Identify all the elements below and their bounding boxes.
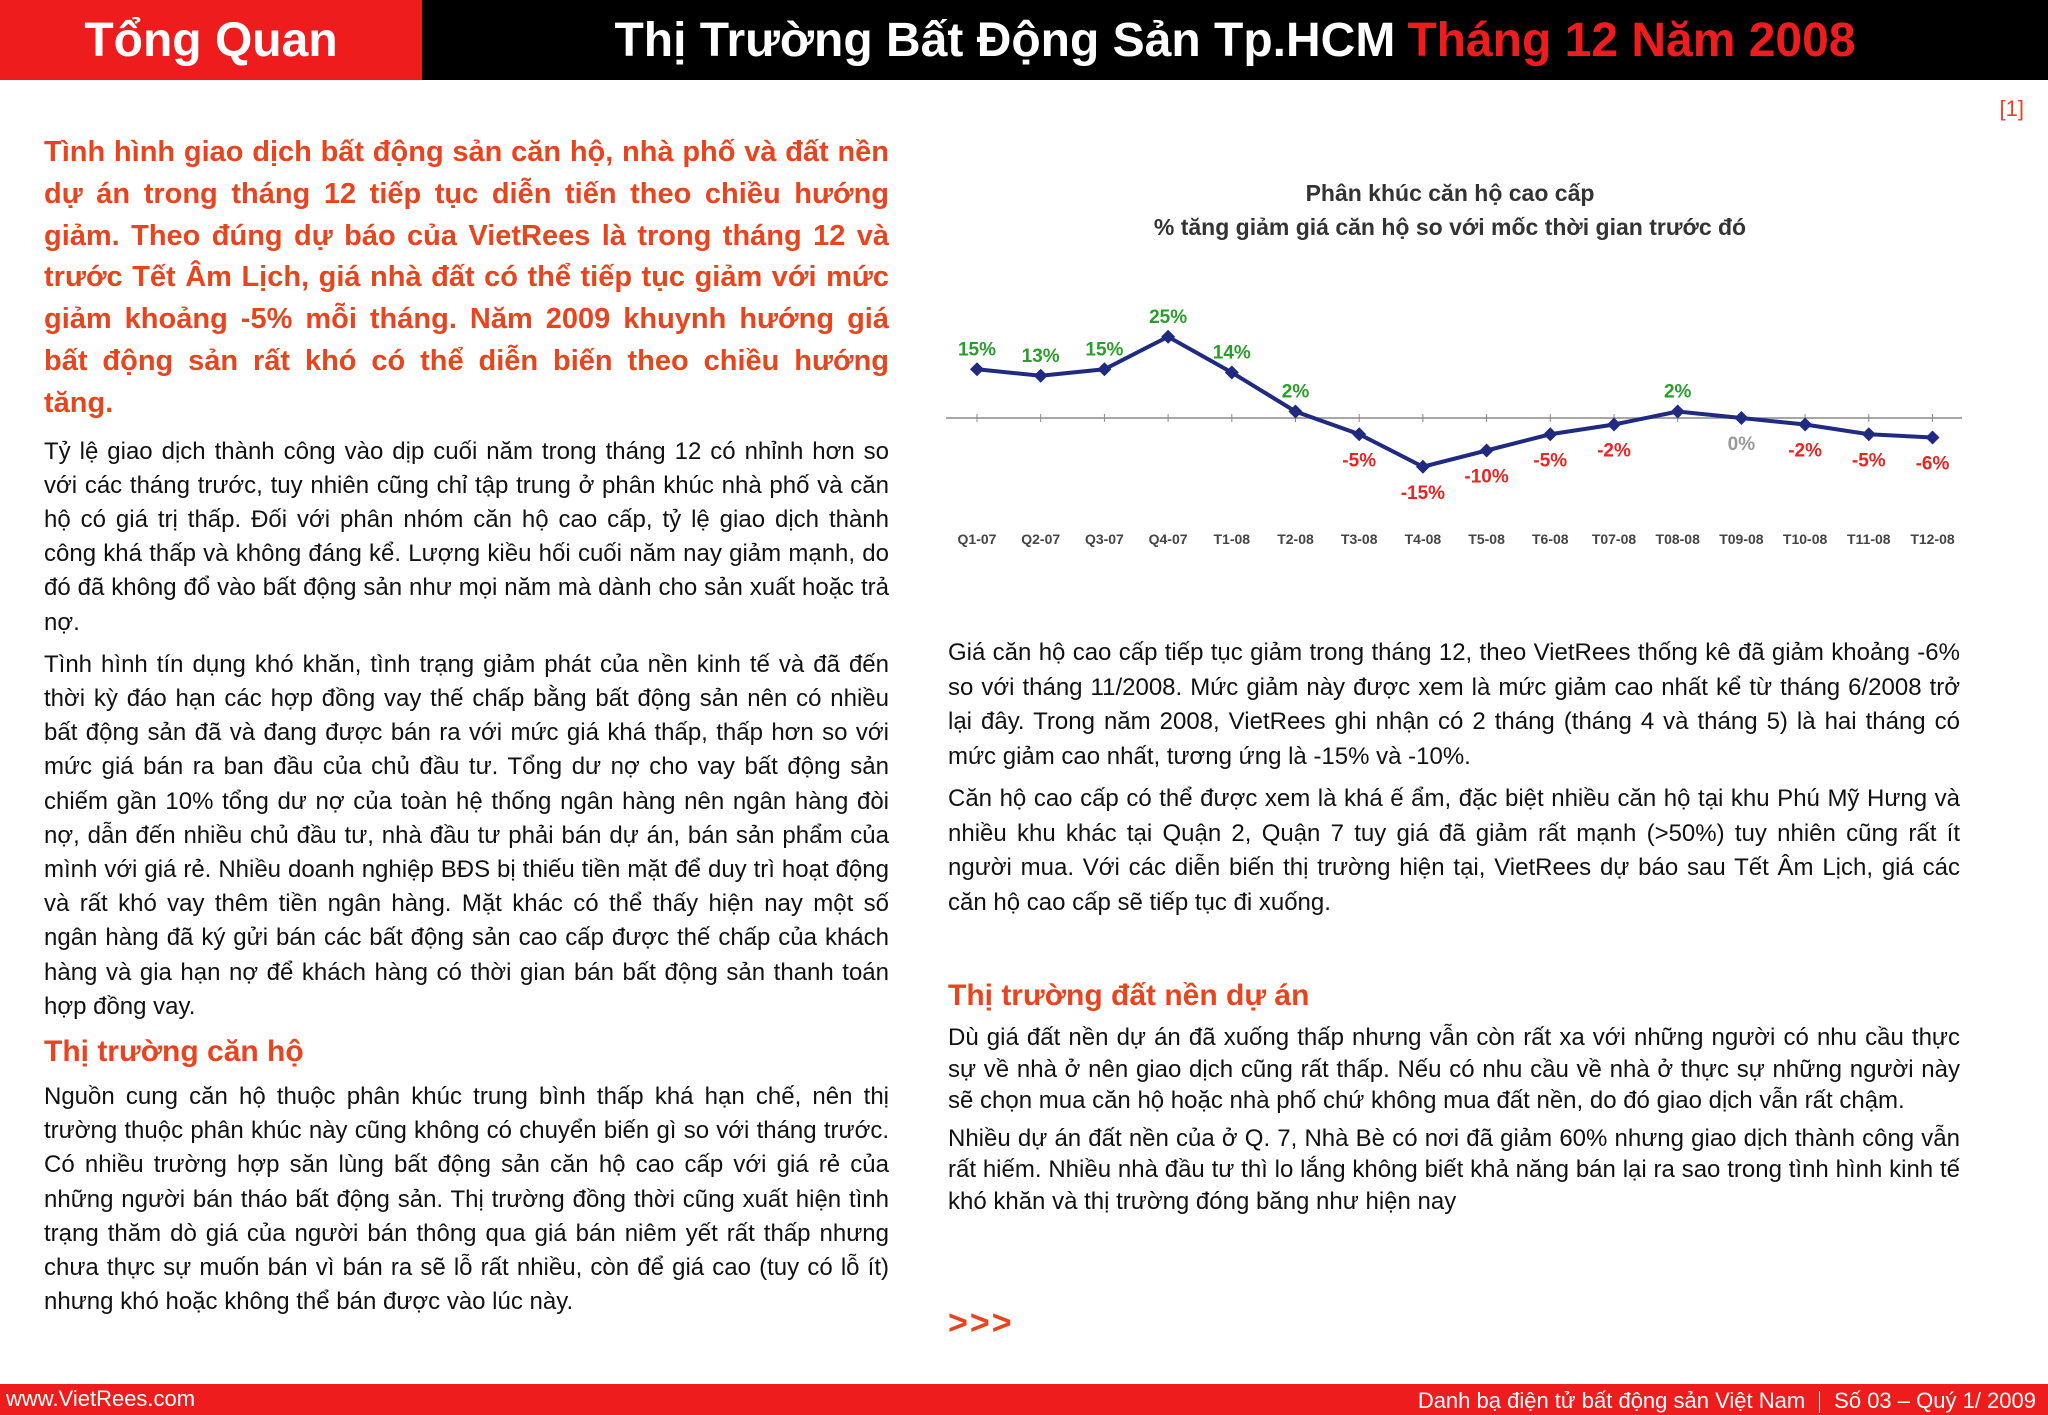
chart-data-label: 2% (1281, 381, 1310, 403)
footer-bar (0, 1384, 2048, 1415)
chart-data-point (1926, 431, 1940, 445)
footer-issue: Số 03 – Quý 1/ 2009 (1834, 1388, 2036, 1413)
chart-data-point (1607, 418, 1621, 432)
chart-title: Phân khúc căn hộ cao cấp (1305, 180, 1595, 206)
chart-tick-label: Q2-07 (1021, 531, 1061, 547)
paragraph-december-decline: Giá căn hộ cao cấp tiếp tục giảm trong tháng 12, theo VietRees thống kê đã giảm khoảng -6% so với tháng 11/2008. Mức giảm này được xem là mức giảm cao nhất kể từ tháng 6/2008 trở lại đây. Trong năm 2008, VietRees ghi nhận có 2 tháng (tháng 4 và tháng 5) là hai tháng có mức giảm cao nhất, tương ứng là -15% và -10%. (948, 639, 1960, 770)
chart-tick-label: T3-08 (1340, 531, 1378, 547)
chart-data-point (1097, 362, 1111, 376)
chart-data-point (1734, 411, 1748, 425)
paragraph-land-demand: Dù giá đất nền dự án đã xuống thấp nhưng vẫn còn rất xa với những người có nhu cầu thực sự về nhà ở nên giao dịch cũng rất thấp. Nếu có nhu cầu về nhà ở thực sự những người này sẽ chọn mua căn hộ hoặc nhà phố chứ không mua đất nền, do đó giao dịch vẫn rất chậm. (948, 1024, 1960, 1114)
footer-website-link[interactable]: www.VietRees.com (6, 1386, 196, 1411)
chart-data-label: -5% (1342, 450, 1377, 472)
continue-arrow-link[interactable]: >>> (948, 1304, 1014, 1342)
chart-tick-label: T6-08 (1532, 531, 1569, 547)
chart-tick-label: T09-08 (1719, 531, 1764, 547)
chart-data-label: -5% (1851, 450, 1886, 472)
chart-data-label: 13% (1021, 345, 1060, 367)
chart-tick-label: Q4-07 (1148, 531, 1188, 547)
chart-subtitle: % tăng giảm giá căn hộ so với mốc thời gian trước đó (1153, 214, 1747, 240)
chart-data-point (1416, 460, 1430, 474)
chart-tick-label: Q3-07 (1084, 531, 1124, 547)
paragraph-luxury-outlook: Căn hộ cao cấp có thể được xem là khá ế ẩm, đặc biệt nhiều căn hộ tại khu Phú Mỹ Hưng và nhiều khu khác tại Quận 2, Quận 7 tuy giá đã giảm rất mạnh (>50%) tuy nhiên cũng rất ít người mua. Với các diễn biến thị trường hiện tại, VietRees dự báo sau Tết Âm Lịch, giá các căn hộ cao cấp sẽ tiếp tục đi xuống. (948, 785, 1960, 916)
chart-data-label: -15% (1400, 482, 1446, 504)
chart-data-point (1034, 369, 1048, 383)
chart-tick-label: Q1-07 (957, 531, 997, 547)
header-title-bar (422, 0, 2048, 80)
chart-tick-label: T10-08 (1782, 531, 1828, 547)
chart-data-point (1543, 427, 1557, 441)
page-reference: [1] (1999, 96, 2024, 121)
chart-tick-label: T5-08 (1468, 531, 1505, 547)
chart-data-point (970, 362, 984, 376)
chart-data-label: -6% (1915, 453, 1950, 475)
footer-tagline: Danh bạ điện tử bất động sản Việt Nam (1417, 1388, 1806, 1413)
section-heading-land-plots: Thị trường đất nền dự án (948, 979, 1310, 1012)
chart-data-label: -2% (1597, 440, 1631, 462)
chart-tick-label: T11-08 (1847, 531, 1891, 547)
header-section-label (0, 0, 422, 80)
chart-luxury-apartment-prices (930, 158, 1970, 578)
header-section-text: Tổng Quan (84, 13, 338, 67)
paragraph-land-projects: Nhiều dự án đất nền của ở Q. 7, Nhà Bè có nơi đã giảm 60% nhưng giao dịch thành công vẫn rất hiếm. Nhiều nhà đầu tư thì lo lắng không biết khả năng bán lại ra sao trong tình hình kinh tế khó khăn và thị trường đóng băng như hiện nay (948, 1124, 1960, 1215)
chart-tick-label: T2-08 (1277, 531, 1314, 547)
left-column (44, 132, 889, 1327)
chart-tick-label: T4-08 (1404, 531, 1442, 547)
paragraph-credit-situation: Tình hình tín dụng khó khăn, tình trạng giảm phát của nền kinh tế và đã đến thời kỳ đáo hạn các hợp đồng vay thế chấp bằng bất động sản nên có nhiều bất động sản đã và đang được bán ra với mức giá khá thấp, thấp hơn so với mức giá bán ra ban đầu của chủ đầu tư. Tổng dư nợ cho vay bất động sản chiếm gần 10% tổng dư nợ của toàn hệ thống ngân hàng nên ngân hàng đòi nợ, dẫn đến nhiều chủ đầu tư, nhà đầu tư phải bán dự án, bán sản phẩm của mình với giá rẻ. Nhiều doanh nghiệp BĐS bị thiếu tiền mặt để duy trì hoạt động và rất khó vay thêm tiền ngân hàng. Mặt khác có thể thấy hiện nay một số ngân hàng đã ký gửi bán các bất động sản cao cấp được thế chấp của khách hàng và gia hạn nợ để khách hàng có thời gian bán bất động sản thanh toán hợp đồng vay. (44, 650, 889, 1020)
lead-paragraph: Tình hình giao dịch bất động sản căn hộ, nhà phố và đất nền dự án trong tháng 12 tiếp tục diễn tiến theo chiều hướng giảm. Theo đúng dự báo của VietRees là trong tháng 12 và trước Tết Âm Lịch, giá nhà đất có thể tiếp tục giảm với mức giảm khoảng -5% mỗi tháng. Năm 2009 khuynh hướng giá bất động sản rất khó có thể diễn biến theo chiều hướng tăng. (44, 136, 889, 419)
chart-tick-label: T12-08 (1910, 531, 1955, 547)
chart-plot (930, 158, 1970, 578)
footer-separator (1819, 1391, 1820, 1413)
chart-data-point (1671, 405, 1685, 419)
section-heading-apartment-market: Thị trường căn hộ (44, 1035, 304, 1069)
chart-data-label: 0% (1727, 434, 1756, 455)
chart-tick-label: T07-08 (1591, 531, 1637, 547)
chart-data-point (1862, 427, 1876, 441)
chart-data-label: 14% (1212, 342, 1251, 364)
chart-data-label: 25% (1149, 306, 1188, 328)
chart-data-label: 15% (957, 339, 997, 361)
header-title: Thị Trường Bất Động Sản Tp.HCM (614, 13, 1396, 67)
paragraph-year-end-transactions: Tỷ lệ giao dịch thành công vào dịp cuối năm trong tháng 12 có nhỉnh hơn so với các tháng trước, tuy nhiên cũng chỉ tập trung ở phân khúc nhà phố và căn hộ có giá trị thấp. Đối với phân nhóm căn hộ cao cấp, tỷ lệ giao dịch thành công khá thấp và không đáng kể. Lượng kiều hối cuối năm nay giảm mạnh, do đó đã không đổ vào bất động sản như mọi năm mà dành cho sản xuất hoặc trả nợ. (44, 437, 889, 636)
chart-data-point (1480, 444, 1494, 458)
chart-tick-label: T08-08 (1655, 531, 1700, 547)
chart-data-label: -10% (1464, 466, 1509, 488)
chart-tick-label: T1-08 (1213, 531, 1251, 547)
chart-data-label: 2% (1663, 381, 1692, 403)
header-period: Tháng 12 Năm 2008 (1407, 13, 1856, 67)
chart-data-point (1352, 427, 1366, 441)
footer-info (1418, 1388, 2036, 1414)
chart-data-label: -5% (1533, 450, 1568, 472)
paragraph-apartment-market: Nguồn cung căn hộ thuộc phân khúc trung bình thấp khá hạn chế, nên thị trường thuộc phân khúc này cũng không có chuyển biến gì so với tháng trước. Có nhiều trường hợp săn lùng bất động sản căn hộ cao cấp với giá rẻ của những người bán tháo bất động sản. Thị trường đồng thời cũng xuất hiện tình trạng thăm dò giá của người bán thông qua giá bán niêm yết rất thấp nhưng chưa thực sự muốn bán vì bán ra sẽ lỗ rất nhiều, còn để giá cao (tuy có lỗ ít) nhưng khó hoặc không thể bán được vào lúc này. (44, 1083, 889, 1316)
chart-data-label: 15% (1085, 339, 1124, 361)
chart-data-point (1798, 418, 1812, 432)
right-column (948, 636, 1960, 1223)
chart-data-label: -2% (1788, 440, 1822, 462)
